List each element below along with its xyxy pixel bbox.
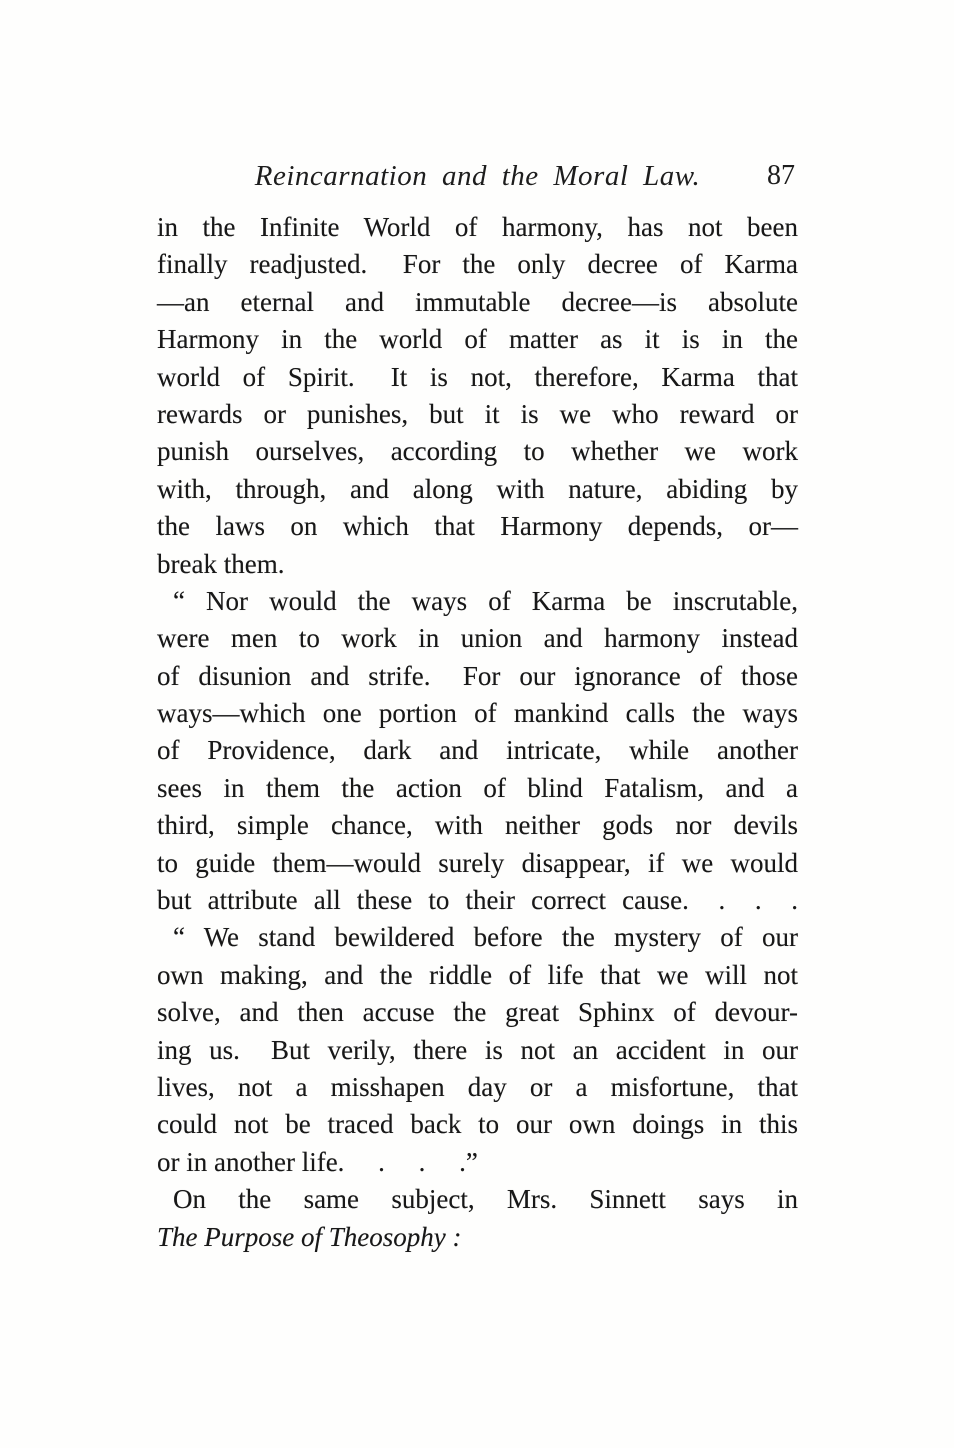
paragraph <box>157 1181 798 1256</box>
text-line: of Providence, dark and intricate, while another <box>157 735 798 766</box>
running-title: Reincarnation and the Moral Law. <box>254 160 701 192</box>
text-line: sees in them the action of blind Fatalism, and a <box>157 772 798 803</box>
text-block <box>157 209 798 1256</box>
text-line: solve, and then accuse the great Sphinx of devour- <box>157 997 798 1028</box>
page-header <box>157 155 798 197</box>
text-line: with, through, and along with nature, abiding by <box>157 473 798 504</box>
text-line: Harmony in the world of matter as it is in the <box>157 324 798 355</box>
page-number: 87 <box>767 160 795 191</box>
text-line: —an eternal and immutable decree—is absolute <box>157 286 798 317</box>
text-line: but attribute all these to their correct cause. . . . <box>157 885 798 916</box>
text-line: lives, not a misshapen day or a misfortune, that <box>157 1071 798 1102</box>
paragraph <box>157 919 798 1181</box>
paragraph <box>157 583 798 920</box>
text-line: own making, and the riddle of life that we will not <box>157 959 798 990</box>
text-line: could not be traced back to our own doings in this <box>157 1109 798 1140</box>
text-line: rewards or punishes, but it is we who reward or <box>157 398 798 429</box>
text-line: in the Infinite World of harmony, has not been <box>157 212 798 242</box>
text-line: break them. <box>157 548 285 579</box>
text-line: third, simple chance, with neither gods nor devils <box>157 810 798 841</box>
text-line: of disunion and strife. For our ignorance of those <box>157 660 798 691</box>
text-line: were men to work in union and harmony instead <box>157 623 798 654</box>
text-line: On the same subject, Mrs. Sinnett says in <box>173 1184 798 1215</box>
text-line: “ We stand bewildered before the mystery of our <box>173 922 798 953</box>
text-line: “ Nor would the ways of Karma be inscrutable, <box>173 585 798 616</box>
paragraph <box>157 209 798 583</box>
text-line: to guide them—would surely disappear, if we would <box>157 847 798 878</box>
text-line: ways—which one portion of mankind calls the ways <box>157 698 798 729</box>
text-line: world of Spirit. It is not, therefore, Karma that <box>157 361 798 392</box>
content-column <box>157 0 798 1448</box>
text-line: ing us. But verily, there is not an accident in our <box>157 1034 798 1065</box>
text-line: The Purpose of Theosophy : <box>157 1221 462 1252</box>
text-line: the laws on which that Harmony depends, or— <box>157 511 798 542</box>
text-line: punish ourselves, according to whether we work <box>157 436 798 467</box>
text-line: finally readjusted. For the only decree of Karma <box>157 249 798 280</box>
text-line: or in another life. . . .” <box>157 1146 478 1177</box>
